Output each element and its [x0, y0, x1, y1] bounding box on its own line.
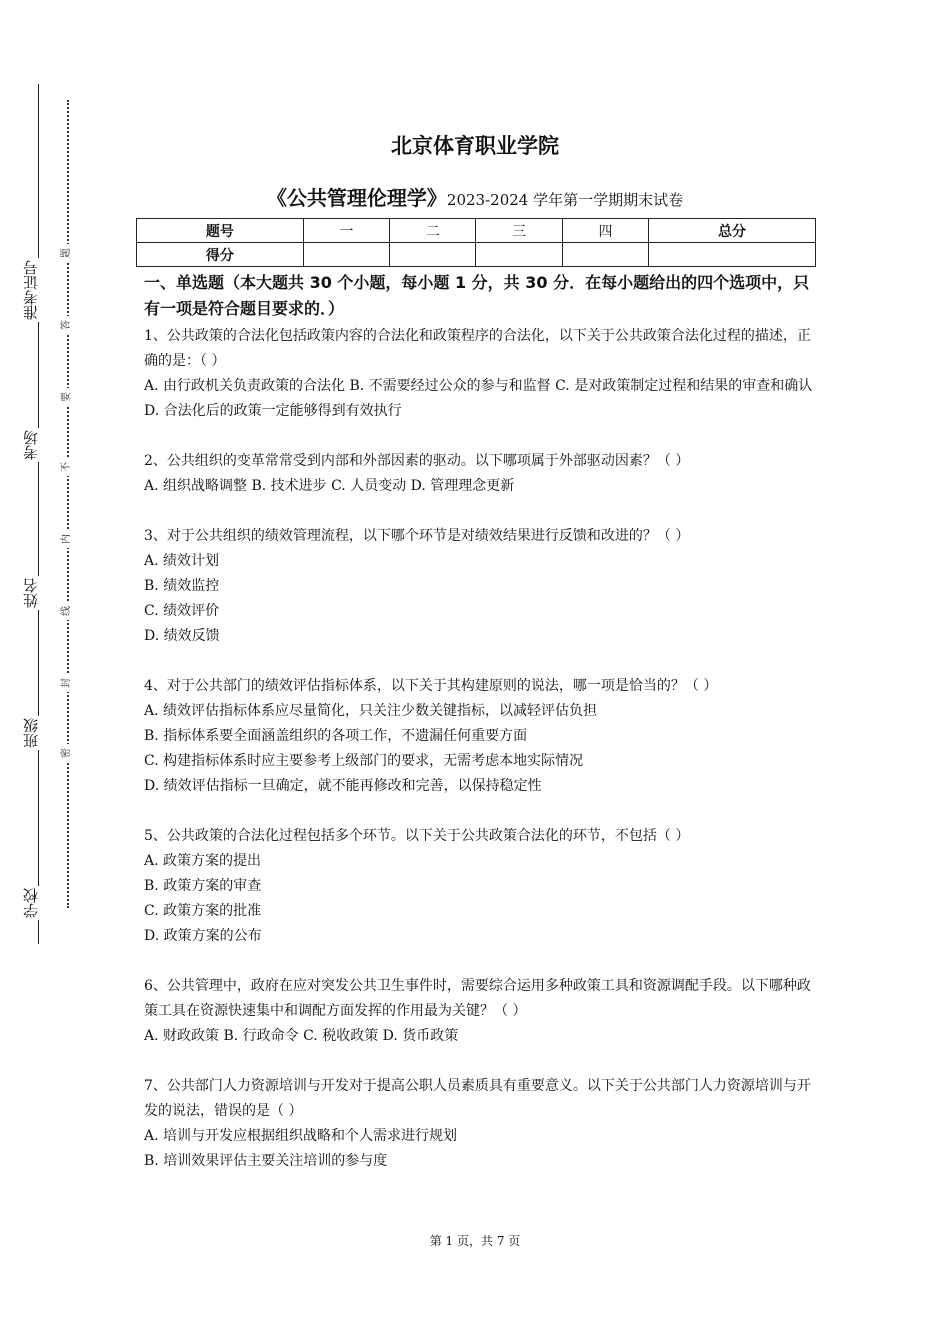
option-c: C. 构建指标体系时应主要参考上级部门的要求，无需考虑本地实际情况 [144, 753, 584, 769]
seal-char: 不 [60, 458, 74, 476]
score-table-header-row [137, 219, 816, 243]
score-input-cell[interactable] [649, 243, 816, 267]
option-a: A. 绩效计划 [144, 553, 220, 569]
question-3 [144, 524, 814, 649]
option-d: D. 绩效评估指标一旦确定，就不能再修改和完善，以保持稳定性 [144, 778, 542, 794]
score-table-cell: 二 [390, 219, 476, 243]
seal-char: 线 [60, 602, 74, 620]
question-1 [144, 324, 814, 424]
section-title: 一、单选题（本大题共 30 个小题，每小题 1 分，共 30 分．在每小题给出的四个选项中，只有一项是符合题目要求的．） [144, 273, 810, 318]
score-table-cell: 一 [303, 219, 389, 243]
question-5 [144, 824, 814, 949]
seal-char: 要 [60, 388, 74, 406]
field-label-exam-id: 准考证号 [16, 258, 46, 322]
option-a: A. 政策方案的提出 [144, 853, 262, 869]
option-b: B. 指标体系要全面涵盖组织的各项工作，不遗漏任何重要方面 [144, 728, 528, 744]
question-options: A. 由行政机关负责政策的合法化 B. 不需要经过公众的参与和监督 C. 是对政策制定过程和结果的审查和确认 D. 合法化后的政策一定能够得到有效执行 [144, 378, 813, 419]
score-input-cell[interactable] [390, 243, 476, 267]
score-table-cell: 总分 [649, 219, 816, 243]
question-stem: 1、公共政策的合法化包括政策内容的合法化和政策程序的合法化，以下关于公共政策合法化过程的描述，正确的是：（ ） [144, 328, 811, 369]
option-c: C. 绩效评价 [144, 603, 220, 619]
seal-char: 题 [60, 244, 74, 262]
question-7 [144, 1074, 814, 1174]
option-d: D. 绩效反馈 [144, 628, 220, 644]
option-c: C. 政策方案的批准 [144, 903, 262, 919]
score-input-cell[interactable] [562, 243, 648, 267]
score-table-cell: 题号 [137, 219, 304, 243]
score-table [136, 218, 816, 267]
option-d: D. 政策方案的公布 [144, 928, 262, 944]
score-table-cell: 得分 [137, 243, 304, 267]
seal-char: 答 [60, 316, 74, 334]
question-6 [144, 974, 814, 1049]
binding-solid-line [38, 84, 39, 944]
course-name: 《公共管理伦理学》 [266, 186, 447, 210]
score-input-cell[interactable] [303, 243, 389, 267]
question-stem: 2、公共组织的变革常常受到内部和外部因素的驱动。以下哪项属于外部驱动因素？（ ） [144, 453, 690, 469]
question-options: A. 财政政策 B. 行政命令 C. 税收政策 D. 货币政策 [144, 1028, 459, 1044]
score-table-cell: 四 [562, 219, 648, 243]
exam-name: 2023-2024 学年第一学期期末试卷 [446, 191, 684, 209]
option-b: B. 政策方案的审查 [144, 878, 262, 894]
question-stem: 4、对于公共部门的绩效评估指标体系，以下关于其构建原则的说法，哪一项是恰当的？（ ） [144, 678, 718, 694]
exam-content [144, 270, 814, 1174]
question-stem: 6、公共管理中，政府在应对突发公共卫生事件时，需要综合运用多种政策工具和资源调配手段。以下哪种政策工具在资源快速集中和调配方面发挥的作用最为关键？（ ） [144, 978, 811, 1019]
question-4 [144, 674, 814, 799]
option-b: B. 绩效监控 [144, 578, 220, 594]
seal-dotted-line [67, 100, 69, 908]
question-stem: 7、公共部门人力资源培训与开发对于提高公职人员素质具有重要意义。以下关于公共部门人力资源培训与开发的说法，错误的是（ ） [144, 1078, 811, 1119]
option-a: A. 培训与开发应根据组织战略和个人需求进行规划 [144, 1128, 458, 1144]
seal-char: 封 [60, 674, 74, 692]
field-label-name: 姓名 [16, 576, 46, 610]
question-2 [144, 449, 814, 499]
seal-char: 密 [60, 744, 74, 762]
score-table-cell: 三 [476, 219, 562, 243]
question-stem: 3、对于公共组织的绩效管理流程，以下哪个环节是对绩效结果进行反馈和改进的？（ ） [144, 528, 690, 544]
option-a: A. 绩效评估指标体系应尽量简化，只关注少数关键指标，以减轻评估负担 [144, 703, 598, 719]
field-label-class: 班级 [16, 716, 46, 750]
exam-subtitle [0, 182, 950, 211]
option-b: B. 培训效果评估主要关注培训的参与度 [144, 1153, 388, 1169]
field-label-exam-room: 考场 [16, 428, 46, 462]
score-table-score-row [137, 243, 816, 267]
question-options: A. 组织战略调整 B. 技术进步 C. 人员变动 D. 管理理念更新 [144, 478, 515, 494]
question-stem: 5、公共政策的合法化过程包括多个环节。以下关于公共政策合法化的环节，不包括（ ） [144, 828, 690, 844]
seal-char: 内 [60, 530, 74, 548]
score-input-cell[interactable] [476, 243, 562, 267]
page-number: 第 1 页，共 7 页 [429, 1234, 521, 1248]
school-title: 北京体育职业学院 [391, 134, 559, 158]
field-label-school: 学校 [16, 886, 46, 920]
